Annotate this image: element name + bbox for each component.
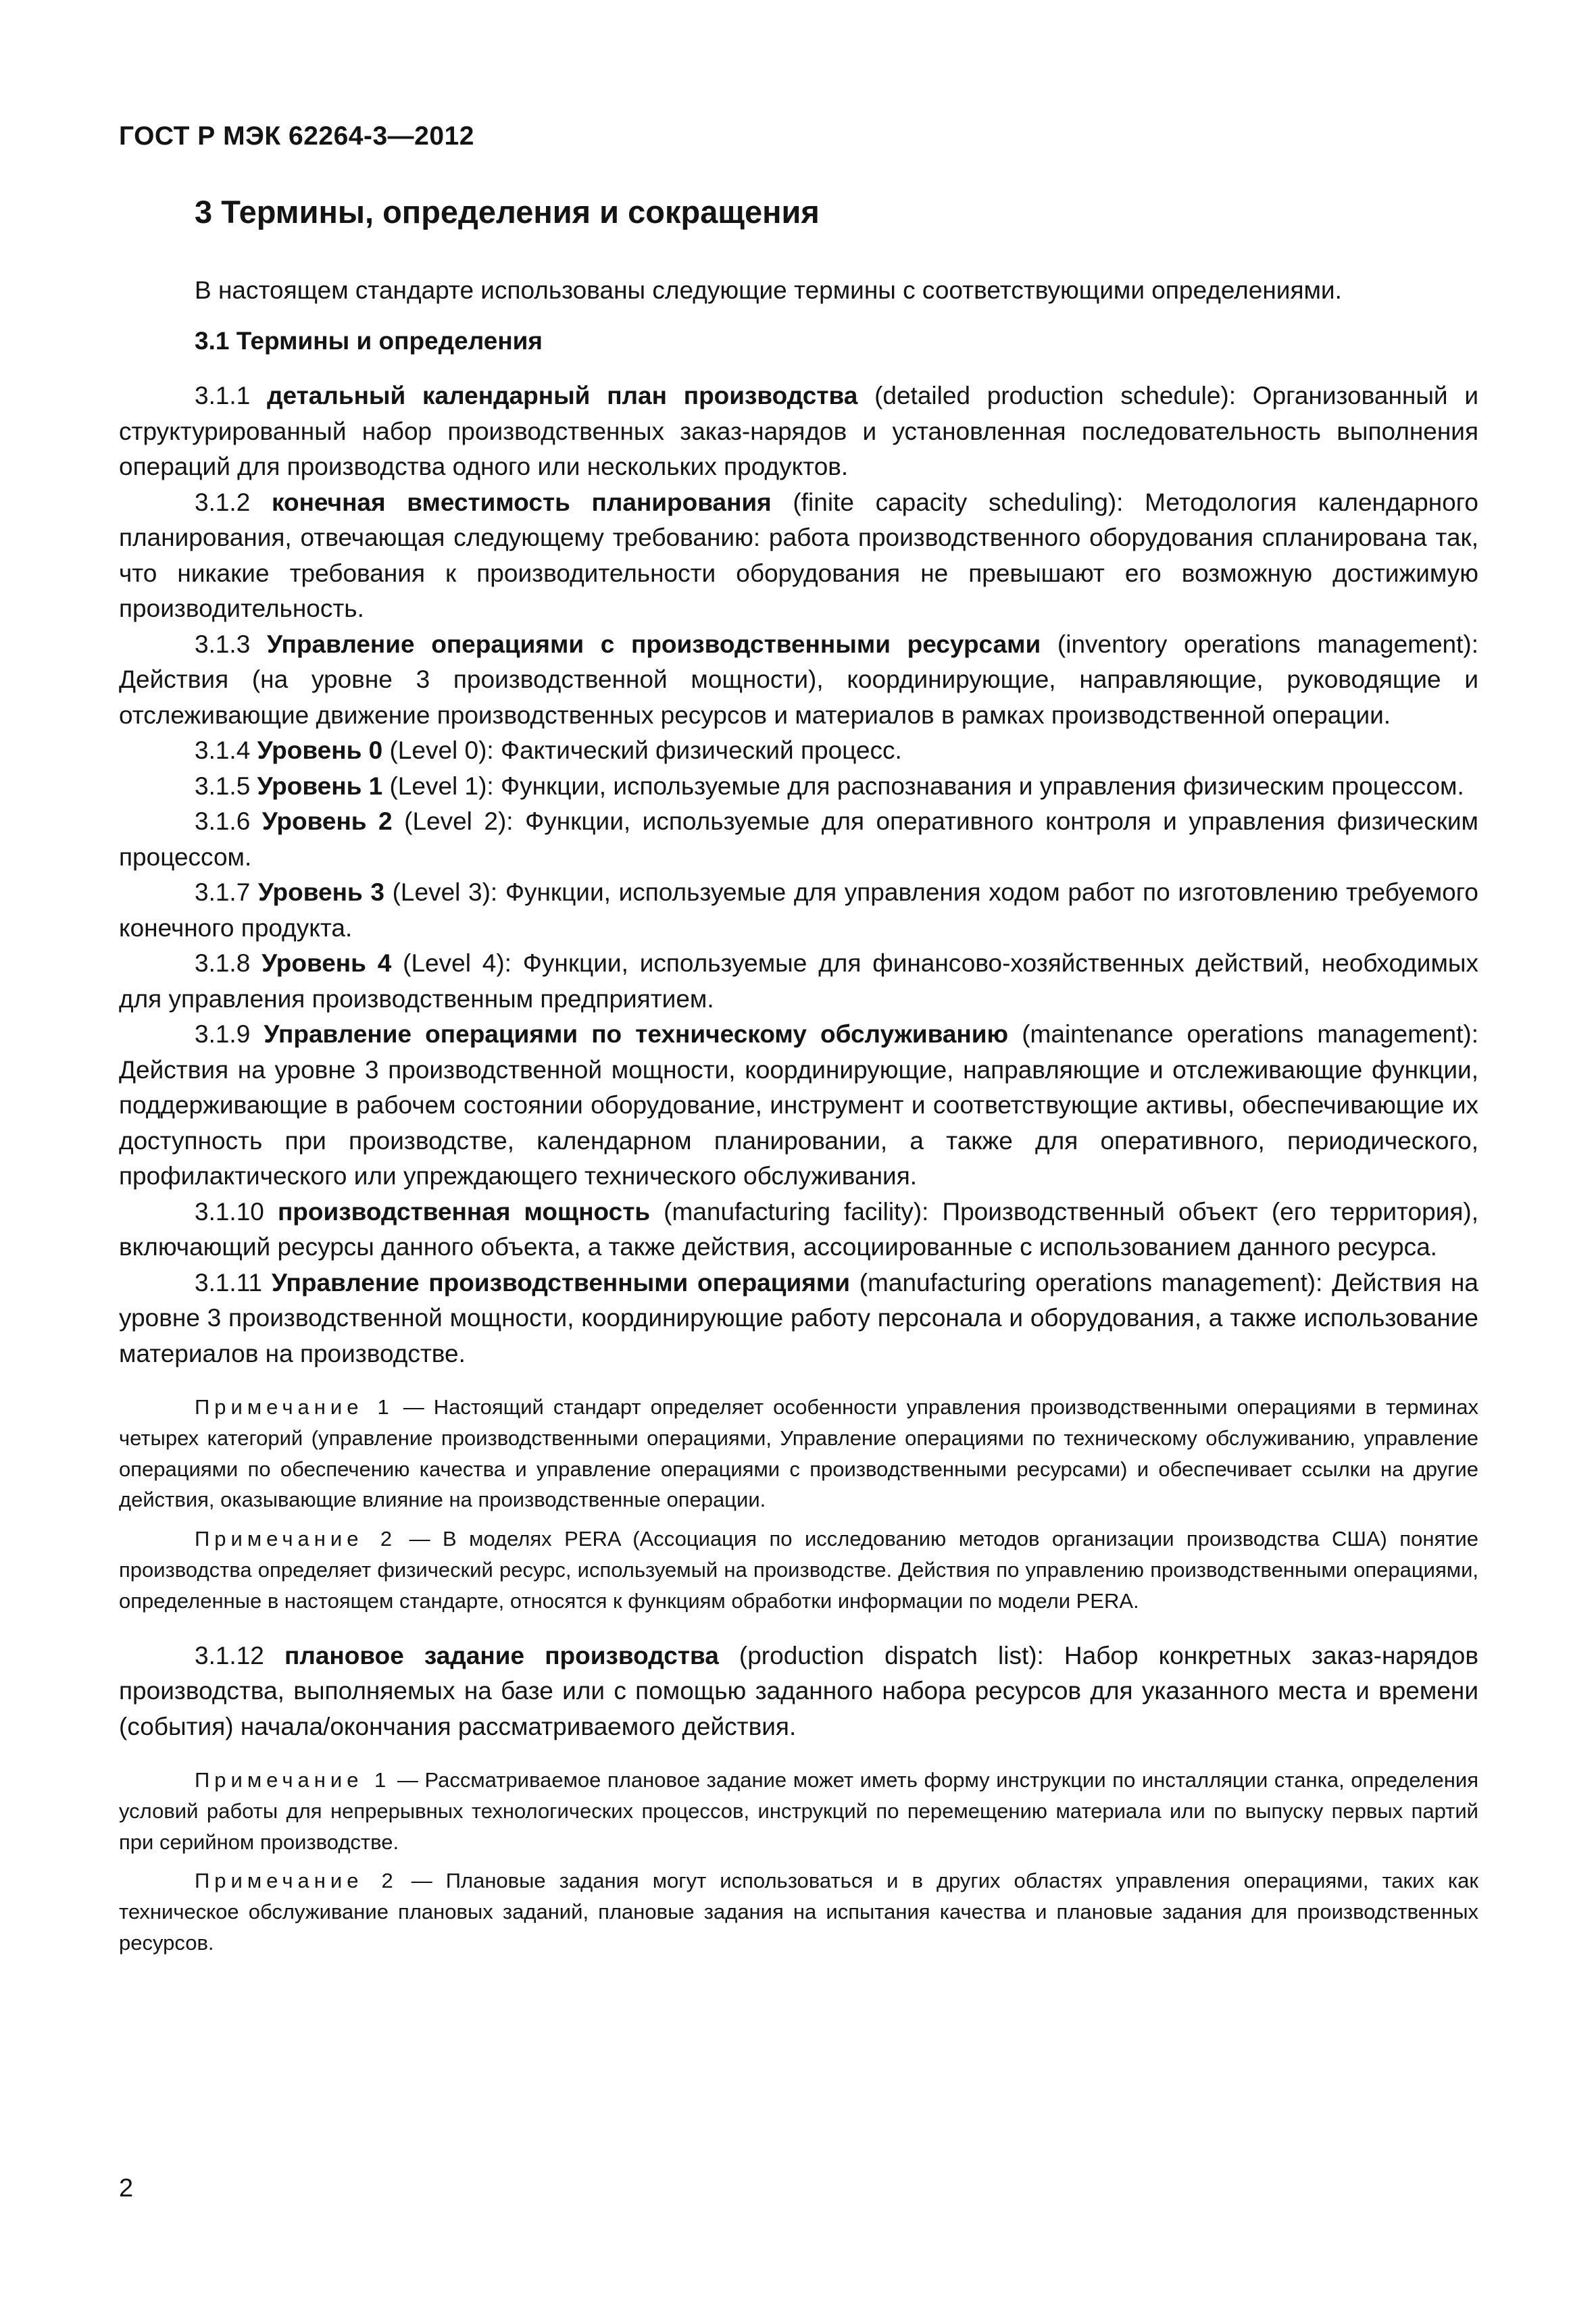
term-definition xyxy=(119,485,1478,627)
notes-block-a xyxy=(119,1392,1478,1617)
term-number: 3.1.8 xyxy=(195,949,262,977)
term-number: 3.1.7 xyxy=(195,878,258,906)
term-name: Уровень 2 xyxy=(261,807,393,835)
note xyxy=(119,1765,1478,1857)
term-text: (manufacturing facility): Производственный объект (его территория), включающий ресурсы данного объекта, а также действия, ассоциированные с использованием данного ресурса. xyxy=(119,1197,1478,1261)
term-name: плановое задание производства xyxy=(284,1641,719,1669)
terms-list-a xyxy=(119,378,1478,1372)
term-definition xyxy=(119,804,1478,875)
note-text: — Плановые задания могут использоваться и в других областях управления операциями, таких как техническое обслуживание плановых заданий, плановые задания на испытания качества и плановые задания для производственных ресурсов. xyxy=(119,1869,1478,1955)
term-number: 3.1.11 xyxy=(195,1268,272,1297)
term-text: (Level 4): Функции, используемые для финансово-хозяйственных действий, необходимых для управления производственным предприятием. xyxy=(119,949,1478,1013)
document-page xyxy=(119,122,1478,1980)
term-name: Уровень 3 xyxy=(257,878,384,906)
term-number: 3.1.3 xyxy=(195,630,267,658)
note xyxy=(119,1392,1478,1515)
term-name: конечная вместимость планирования xyxy=(271,488,772,516)
note-label: Примечание 2 xyxy=(195,1869,398,1893)
note-label: Примечание 2 xyxy=(195,1527,397,1551)
section-intro: В настоящем стандарте использованы следующие термины с соответствующими определениями. xyxy=(195,276,1342,304)
subsection-title: 3.1 Термины и определения xyxy=(195,327,543,355)
note-label: Примечание 1 xyxy=(195,1395,394,1419)
term-name: Уровень 0 xyxy=(257,736,383,764)
term-text: (Level 2): Функции, используемые для оперативного контроля и управления физическим процессом. xyxy=(119,807,1478,871)
term-name: производственная мощность xyxy=(277,1197,651,1226)
term-text: (Level 1): Функции, используемые для распознавания и управления физическим процессом. xyxy=(382,772,1464,800)
term-definition xyxy=(119,769,1478,805)
term-definition xyxy=(119,1017,1478,1194)
note-text: — Рассматриваемое плановое задание может иметь форму инструкции по инсталляции станка, определения условий работы для непрерывных технологических процессов, инструкций по перемещению материала или по выпуску первых партий при серийном производстве. xyxy=(119,1768,1478,1854)
term-text: (maintenance operations management): Действия на уровне 3 производственной мощности, координирующие, направляющие и отслеживающие функции, поддерживающие в рабочем состоянии оборудование, инструмент и соответствующие активы, обеспечивающие их доступность при производстве, календарном планировании, а также для оперативного, периодического, профилактического или упреждающего технического обслуживания. xyxy=(119,1020,1478,1190)
term-name: Управление операциями с производственными ресурсами xyxy=(266,630,1041,658)
term-definition xyxy=(119,378,1478,485)
note-label: Примечание 1 xyxy=(195,1768,391,1792)
note xyxy=(119,1524,1478,1616)
term-text: (finite capacity scheduling): Методология календарного планирования, отвечающая следующему требованию: работа производственного оборудования спланирована так, что никакие требования к производительности оборудования не превышают его возможную достижимую производительность. xyxy=(119,488,1478,622)
term-number: 3.1.10 xyxy=(195,1197,278,1226)
term-number: 3.1.1 xyxy=(195,382,268,409)
note-text: — В моделях PERA (Ассоциация по исследованию методов организации производства США) понятие производства определяет физический ресурс, используемый на производстве. Действия по управлению производственными операциями, определенные в настоящем стандарте, относятся к функциям обработки информации по модели PERA. xyxy=(119,1527,1478,1613)
term-name: Управление операциями по техническому обслуживанию xyxy=(264,1020,1009,1048)
note xyxy=(119,1865,1478,1958)
term-definition xyxy=(119,627,1478,734)
notes-block-b xyxy=(119,1765,1478,1959)
page-number: 2 xyxy=(119,2174,134,2203)
terms-list-b xyxy=(119,1638,1478,1745)
term-name: Уровень 4 xyxy=(261,949,392,977)
term-text: (manufacturing operations management): Действия на уровне 3 производственной мощности, координирующие работу персонала и оборудования, а также использование материалов на производстве. xyxy=(119,1268,1479,1367)
term-text: (production dispatch list): Набор конкретных заказ-нарядов производства, выполняемых на базе или с помощью заданного набора ресурсов для указанного места и времени (события) начала/окончания рассматриваемого действия. xyxy=(119,1641,1478,1740)
term-text: (Level 3): Функции, используемые для управления ходом работ по изготовлению требуемого конечного продукта. xyxy=(119,878,1478,942)
term-name: Уровень 1 xyxy=(257,772,383,800)
term-text: (Level 0): Фактический физический процесс. xyxy=(382,736,902,764)
term-name: детальный календарный план производства xyxy=(267,382,858,409)
term-definition xyxy=(119,875,1478,946)
term-name: Управление производственными операциями xyxy=(271,1268,850,1297)
term-text: (detailed production schedule): Организованный и структурированный набор производственных заказ-нарядов и установленная последовательность выполнения операций для производства одного или нескольких продуктов. xyxy=(119,382,1478,480)
term-definition xyxy=(119,1265,1478,1372)
term-number: 3.1.4 xyxy=(195,736,257,764)
term-number: 3.1.9 xyxy=(195,1020,264,1048)
note-text: — Настоящий стандарт определяет особенности управления производственными операциями в терминах четырех категорий (управление производственными операциями, Управление операциями по техническому обслуживанию, управление операциями по обеспечению качества и управление операциями с производственными ресурсами) и обеспечивает ссылки на другие действия, оказывающие влияние на производственные операции. xyxy=(119,1395,1478,1512)
term-definition xyxy=(119,1638,1478,1745)
section-title: 3 Термины, определения и сокращения xyxy=(195,194,820,230)
term-text: (inventory operations management): Действия (на уровне 3 производственной мощности), координирующие, направляющие, руководящие и отслеживающие движение производственных ресурсов и материалов в рамках производственной операции. xyxy=(119,630,1478,729)
term-number: 3.1.6 xyxy=(195,807,262,835)
document-header: ГОСТ Р МЭК 62264-3—2012 xyxy=(119,122,474,151)
term-number: 3.1.5 xyxy=(195,772,257,800)
term-definition xyxy=(119,1194,1478,1265)
term-number: 3.1.2 xyxy=(195,488,272,516)
term-number: 3.1.12 xyxy=(195,1641,284,1669)
term-definition xyxy=(119,946,1478,1017)
term-definition xyxy=(119,733,1478,769)
